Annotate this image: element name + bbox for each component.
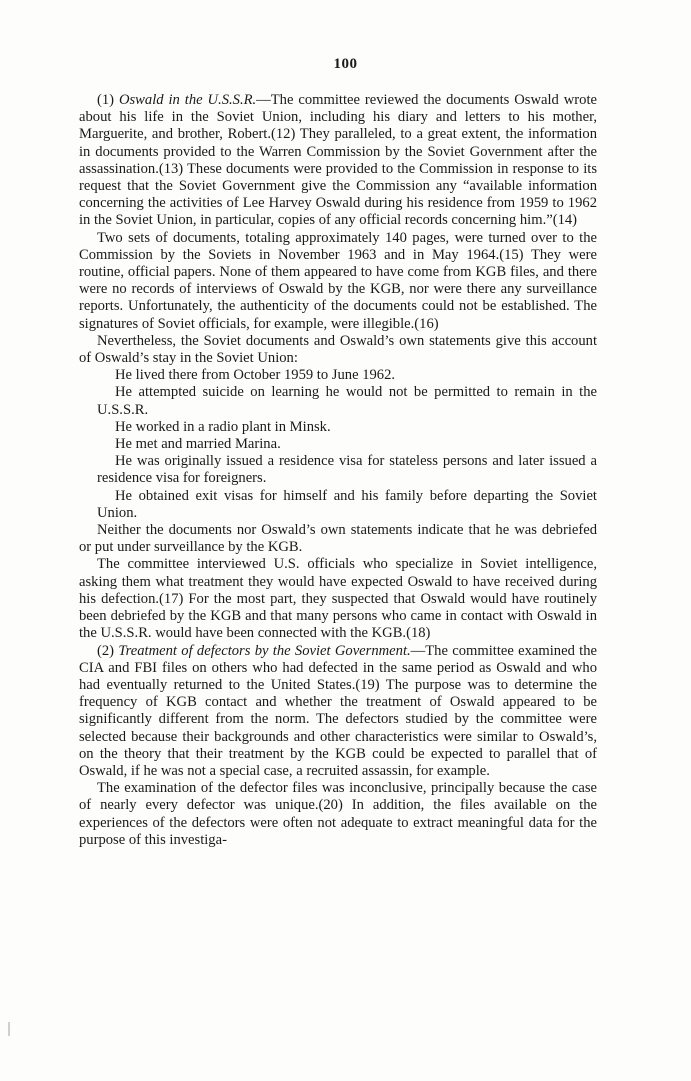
list-item: He obtained exit visas for himself and his family before departing the Soviet Union. — [97, 487, 597, 521]
list-item: He lived there from October 1959 to June 1962. — [115, 367, 396, 384]
section-number: (2) — [97, 642, 119, 659]
paragraph-officials-interviewed: The committee interviewed U.S. officials who specialize in Soviet intelligence, asking them what treatment they would have expected Oswald to have received during his defection.(17) For the most part, they suspected that Oswald would have routinely been debriefed by the KGB and that many persons who came in contact with Oswald in the U.S.S.R. would have been connected with the KGB.(18) — [79, 556, 597, 642]
section-number: (1) — [97, 92, 119, 108]
list-item: He met and married Marina. — [115, 436, 281, 453]
paragraph-text: —The committee examined the CIA and FBI files on others who had defected in the same period as Oswald and who had eventually returned to the United States.(19) The purpose was to determine the frequency of KGB contact and whether the treatment of Oswald appeared to be significantly different from the norm. The defectors studied by the committee were selected because their backgrounds and other characteristics were similar to Oswald’s, on the theory that their treatment by the KGB could be expected to parallel that of Oswald, if he was not a special case, a recruited assassin, for example. — [79, 642, 597, 779]
paragraph-account-intro: Nevertheless, the Soviet documents and Oswald’s own statements give this account of Oswald’s stay in the Soviet Union: — [79, 332, 597, 367]
paragraph-no-debriefing: Neither the documents nor Oswald’s own statements indicate that he was debriefed or put under surveillance by the KGB. — [79, 522, 597, 556]
body-text — [79, 92, 597, 849]
scan-margin-mark — [8, 1022, 10, 1036]
section-heading: Oswald in the U.S.S.R. — [118, 92, 257, 108]
paragraph-examination-inconclusive: The examination of the defector files was inconclusive, principally because the case of nearly every defector was unique.(20) In addition, the files available on the experiences of the defectors were often not adequate to extract meaningful data for the purpose of this investiga- — [79, 780, 597, 848]
paragraph-treatment-of-defectors — [79, 643, 597, 781]
list-item: He worked in a radio plant in Minsk. — [115, 418, 331, 435]
account-list — [79, 367, 597, 522]
paragraph-text: —The committee reviewed the documents Oswald wrote about his life in the Soviet Union, including his diary and letters to his mother, Marguerite, and brother, Robert.(12) They paralleled, to a great extent, the information in documents provided to the Warren Commission by the Soviet Government after the assassination.(13) These documents were provided to the Commission in response to its request that the Soviet Government give the Commission any “available information concerning the activities of Lee Harvey Oswald during his residence from 1959 to 1962 in the Soviet Union, in particular, copies of any official records concerning him.”(14) — [79, 92, 597, 229]
list-item: He was originally issued a residence visa for stateless persons and later issued a residence visa for foreigners. — [97, 453, 597, 487]
page-number: 100 — [333, 56, 358, 72]
section-heading: Treatment of defectors by the Soviet Government. — [118, 642, 411, 659]
paragraph-documents-sets: Two sets of documents, totaling approximately 140 pages, were turned over to the Commission by the Soviets in November 1963 and in May 1964.(15) They were routine, official papers. None of them appeared to have come from KGB files, and there were no records of interviews of Oswald by the KGB, nor were there any surveillance reports. Unfortunately, the authenticity of the documents could not be established. The signatures of Soviet officials, for example, were illegible.(16) — [79, 229, 597, 332]
paragraph-oswald-in-ussr — [79, 92, 597, 230]
list-item: He attempted suicide on learning he would not be permitted to remain in the U.S.S.R. — [97, 384, 597, 418]
